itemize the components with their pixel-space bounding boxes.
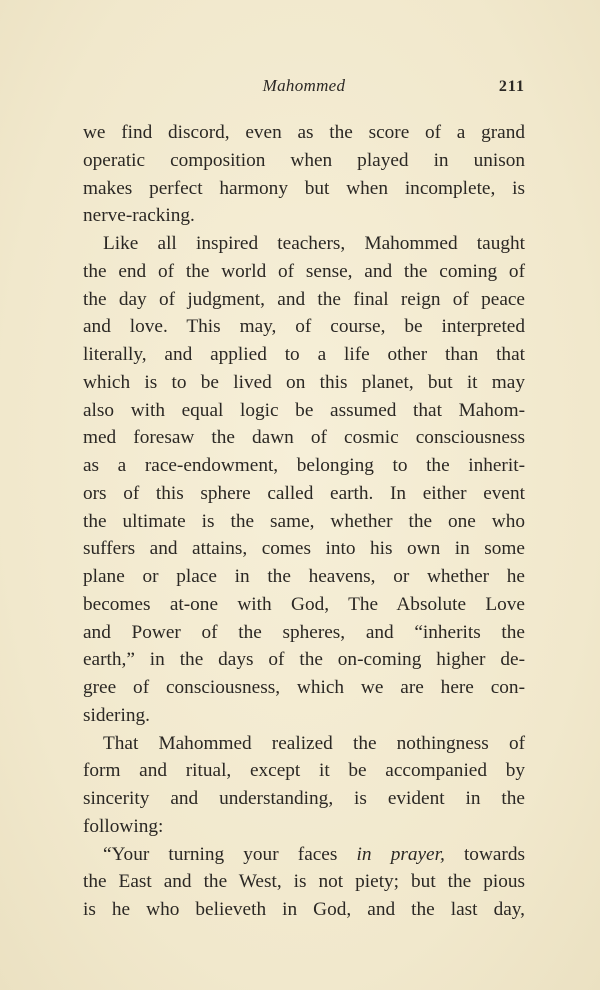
text-line (83, 508, 525, 536)
text-segment: also with equal logic be assumed that Mahom- (83, 399, 525, 421)
text-line (83, 563, 525, 591)
text-segment: form and ritual, except it be accompanied by (83, 760, 525, 782)
text-segment: plane or place in the heavens, or whether he (83, 566, 525, 587)
text-line (83, 369, 525, 397)
text-line (83, 452, 525, 480)
text-line (83, 397, 525, 425)
text-segment: Like all inspired teachers, Mahommed taught (103, 233, 525, 254)
text-segment: is he who believeth in God, and the last day, (83, 899, 525, 920)
text-segment: nerve-racking. (83, 205, 195, 227)
text-segment: the East and the West, is not piety; but the pious (83, 871, 525, 893)
text-line (83, 896, 525, 924)
text-line (83, 591, 525, 619)
text-line (83, 619, 525, 647)
text-segment: “Your turning your faces (103, 843, 357, 865)
text-segment: towards (444, 843, 525, 865)
text-segment: operatic composition when played in unison (83, 149, 525, 171)
text-segment: which is to be lived on this planet, but it may (83, 371, 525, 393)
text-segment: med foresaw the dawn of cosmic consciousness (83, 427, 525, 449)
text-segment: becomes at-one with God, The Absolute Love (83, 593, 525, 615)
text-segment: makes perfect harmony but when incomplete, is (83, 177, 525, 199)
text-line (83, 147, 525, 175)
running-title: Mahommed (262, 76, 346, 95)
text-line (83, 868, 525, 896)
page-body-text (83, 119, 525, 924)
text-segment: sincerity and understanding, is evident in the (83, 788, 525, 809)
text-segment: and love. This may, of course, be interpreted (83, 316, 525, 338)
text-line (83, 702, 525, 730)
text-line (83, 480, 525, 508)
text-line (83, 535, 525, 563)
text-line (83, 730, 525, 758)
text-segment: That Mahommed realized the nothingness of (103, 732, 525, 754)
text-segment: earth,” in the days of the on-coming higher de- (83, 649, 525, 671)
text-line (83, 313, 525, 341)
text-line (83, 674, 525, 702)
text-line (83, 646, 525, 674)
text-segment: sidering. (83, 704, 150, 726)
text-segment: following: (83, 815, 164, 837)
text-line (83, 341, 525, 369)
text-segment: the day of judgment, and the final reign of peace (83, 288, 525, 310)
running-header (83, 76, 525, 102)
text-line (83, 841, 525, 869)
italic-text: in prayer, (356, 843, 445, 865)
text-segment: literally, and applied to a life other than that (83, 344, 525, 365)
text-segment: ors of this sphere called earth. In either event (83, 482, 525, 504)
text-segment: as a race-endowment, belonging to the inherit- (83, 455, 525, 476)
text-segment: suffers and attains, comes into his own in some (83, 538, 525, 560)
text-line (83, 230, 525, 258)
text-segment: the end of the world of sense, and the coming of (83, 260, 525, 282)
text-line (83, 286, 525, 314)
text-segment: the ultimate is the same, whether the one who (83, 510, 525, 532)
text-line (83, 175, 525, 203)
text-line (83, 785, 525, 813)
text-line (83, 258, 525, 286)
text-line (83, 424, 525, 452)
text-segment: gree of consciousness, which we are here con- (83, 677, 525, 698)
page-number: 211 (498, 78, 525, 95)
text-line (83, 757, 525, 785)
text-line (83, 813, 525, 841)
text-segment: we find discord, even as the score of a grand (83, 122, 525, 143)
text-line (83, 119, 525, 147)
text-line (83, 202, 525, 230)
text-segment: and Power of the spheres, and “inherits the (83, 621, 525, 643)
